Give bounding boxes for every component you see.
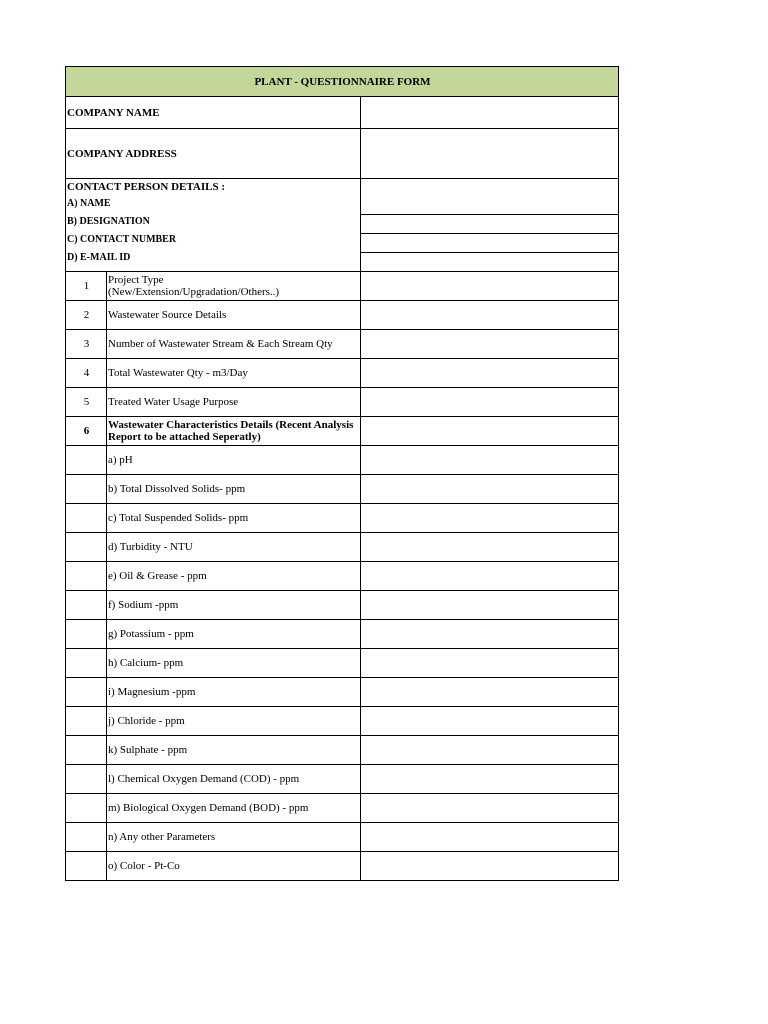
parameter-value-field[interactable]	[361, 446, 619, 475]
parameter-number	[66, 591, 107, 620]
parameter-number	[66, 649, 107, 678]
company-name-field[interactable]	[361, 97, 619, 129]
question-row	[66, 330, 619, 359]
parameter-label: d) Turbidity - NTU	[107, 533, 361, 562]
contact-designation-field[interactable]	[361, 215, 618, 234]
contact-heading: CONTACT PERSON DETAILS :	[67, 181, 226, 193]
parameter-row	[66, 475, 619, 504]
contact-name-label: A) NAME	[67, 198, 111, 209]
question-label	[107, 417, 361, 446]
question-line2: (New/Extension/Upgradation/Others..)	[108, 286, 280, 298]
parameter-number	[66, 562, 107, 591]
parameter-row	[66, 678, 619, 707]
parameter-label: j) Chloride - ppm	[107, 707, 361, 736]
parameter-number	[66, 794, 107, 823]
question-row	[66, 272, 619, 301]
parameter-value-field[interactable]	[361, 620, 619, 649]
question-number: 3	[66, 330, 107, 359]
contact-designation-label: B) DESIGNATION	[67, 216, 150, 227]
parameter-label: i) Magnesium -ppm	[107, 678, 361, 707]
form-title: PLANT - QUESTIONNAIRE FORM	[66, 67, 619, 97]
parameter-row	[66, 736, 619, 765]
parameter-number	[66, 823, 107, 852]
contact-email-label: D) E-MAIL ID	[67, 252, 131, 263]
company-address-field[interactable]	[361, 129, 619, 179]
question-label: Wastewater Source Details	[107, 301, 361, 330]
parameter-value-field[interactable]	[361, 765, 619, 794]
parameter-label: e) Oil & Grease - ppm	[107, 562, 361, 591]
question-line2: Report to be attached Seperatly)	[108, 431, 261, 443]
parameter-number	[66, 446, 107, 475]
parameter-number	[66, 736, 107, 765]
parameter-row	[66, 852, 619, 881]
parameter-row	[66, 504, 619, 533]
parameter-row	[66, 823, 619, 852]
parameter-value-field[interactable]	[361, 823, 619, 852]
contact-values	[361, 179, 619, 272]
parameter-number	[66, 765, 107, 794]
company-name-label: COMPANY NAME	[66, 97, 361, 129]
parameter-number	[66, 504, 107, 533]
answer-field[interactable]	[361, 359, 619, 388]
parameter-row	[66, 533, 619, 562]
parameter-label: n) Any other Parameters	[107, 823, 361, 852]
parameter-value-field[interactable]	[361, 649, 619, 678]
parameter-value-field[interactable]	[361, 736, 619, 765]
contact-email-field[interactable]	[361, 253, 618, 271]
parameter-value-field[interactable]	[361, 707, 619, 736]
question-label: Total Wastewater Qty - m3/Day	[107, 359, 361, 388]
answer-field[interactable]	[361, 330, 619, 359]
parameter-number	[66, 852, 107, 881]
parameter-row	[66, 794, 619, 823]
parameter-value-field[interactable]	[361, 504, 619, 533]
parameter-value-field[interactable]	[361, 852, 619, 881]
parameter-value-field[interactable]	[361, 475, 619, 504]
answer-field[interactable]	[361, 417, 619, 446]
question-label	[107, 272, 361, 301]
parameter-number	[66, 678, 107, 707]
parameter-number	[66, 533, 107, 562]
parameter-label: g) Potassium - ppm	[107, 620, 361, 649]
contact-number-field[interactable]	[361, 234, 618, 253]
parameter-value-field[interactable]	[361, 591, 619, 620]
question-label: Number of Wastewater Stream & Each Stream Qty	[107, 330, 361, 359]
parameter-number	[66, 620, 107, 649]
parameter-label: o) Color - Pt-Co	[107, 852, 361, 881]
question-row	[66, 359, 619, 388]
question-row	[66, 417, 619, 446]
question-number: 2	[66, 301, 107, 330]
question-row	[66, 301, 619, 330]
parameter-label: k) Sulphate - ppm	[107, 736, 361, 765]
parameter-value-field[interactable]	[361, 562, 619, 591]
questionnaire-form	[65, 66, 619, 881]
answer-field[interactable]	[361, 272, 619, 301]
contact-number-label: C) CONTACT NUMBER	[67, 234, 177, 245]
parameter-row	[66, 591, 619, 620]
question-line1: Project Type	[108, 274, 164, 286]
parameter-label: h) Calcium- ppm	[107, 649, 361, 678]
question-label: Treated Water Usage Purpose	[107, 388, 361, 417]
parameter-label: l) Chemical Oxygen Demand (COD) - ppm	[107, 765, 361, 794]
contact-person-details	[66, 179, 361, 272]
parameter-label: m) Biological Oxygen Demand (BOD) - ppm	[107, 794, 361, 823]
parameter-row	[66, 446, 619, 475]
parameter-row	[66, 649, 619, 678]
answer-field[interactable]	[361, 388, 619, 417]
question-number: 6	[66, 417, 107, 446]
parameter-value-field[interactable]	[361, 678, 619, 707]
question-row	[66, 388, 619, 417]
question-line1: Wastewater Characteristics Details (Recent Analysis	[108, 419, 354, 431]
parameter-value-field[interactable]	[361, 533, 619, 562]
parameter-label: b) Total Dissolved Solids- ppm	[107, 475, 361, 504]
parameter-row	[66, 620, 619, 649]
parameter-label: c) Total Suspended Solids- ppm	[107, 504, 361, 533]
parameter-value-field[interactable]	[361, 794, 619, 823]
question-number: 1	[66, 272, 107, 301]
parameter-row	[66, 707, 619, 736]
parameter-number	[66, 475, 107, 504]
parameter-row	[66, 562, 619, 591]
parameter-label: a) pH	[107, 446, 361, 475]
company-address-label: COMPANY ADDRESS	[66, 129, 361, 179]
parameter-number	[66, 707, 107, 736]
contact-name-field[interactable]	[361, 179, 618, 215]
parameter-label: f) Sodium -ppm	[107, 591, 361, 620]
question-number: 4	[66, 359, 107, 388]
answer-field[interactable]	[361, 301, 619, 330]
question-number: 5	[66, 388, 107, 417]
parameter-row	[66, 765, 619, 794]
